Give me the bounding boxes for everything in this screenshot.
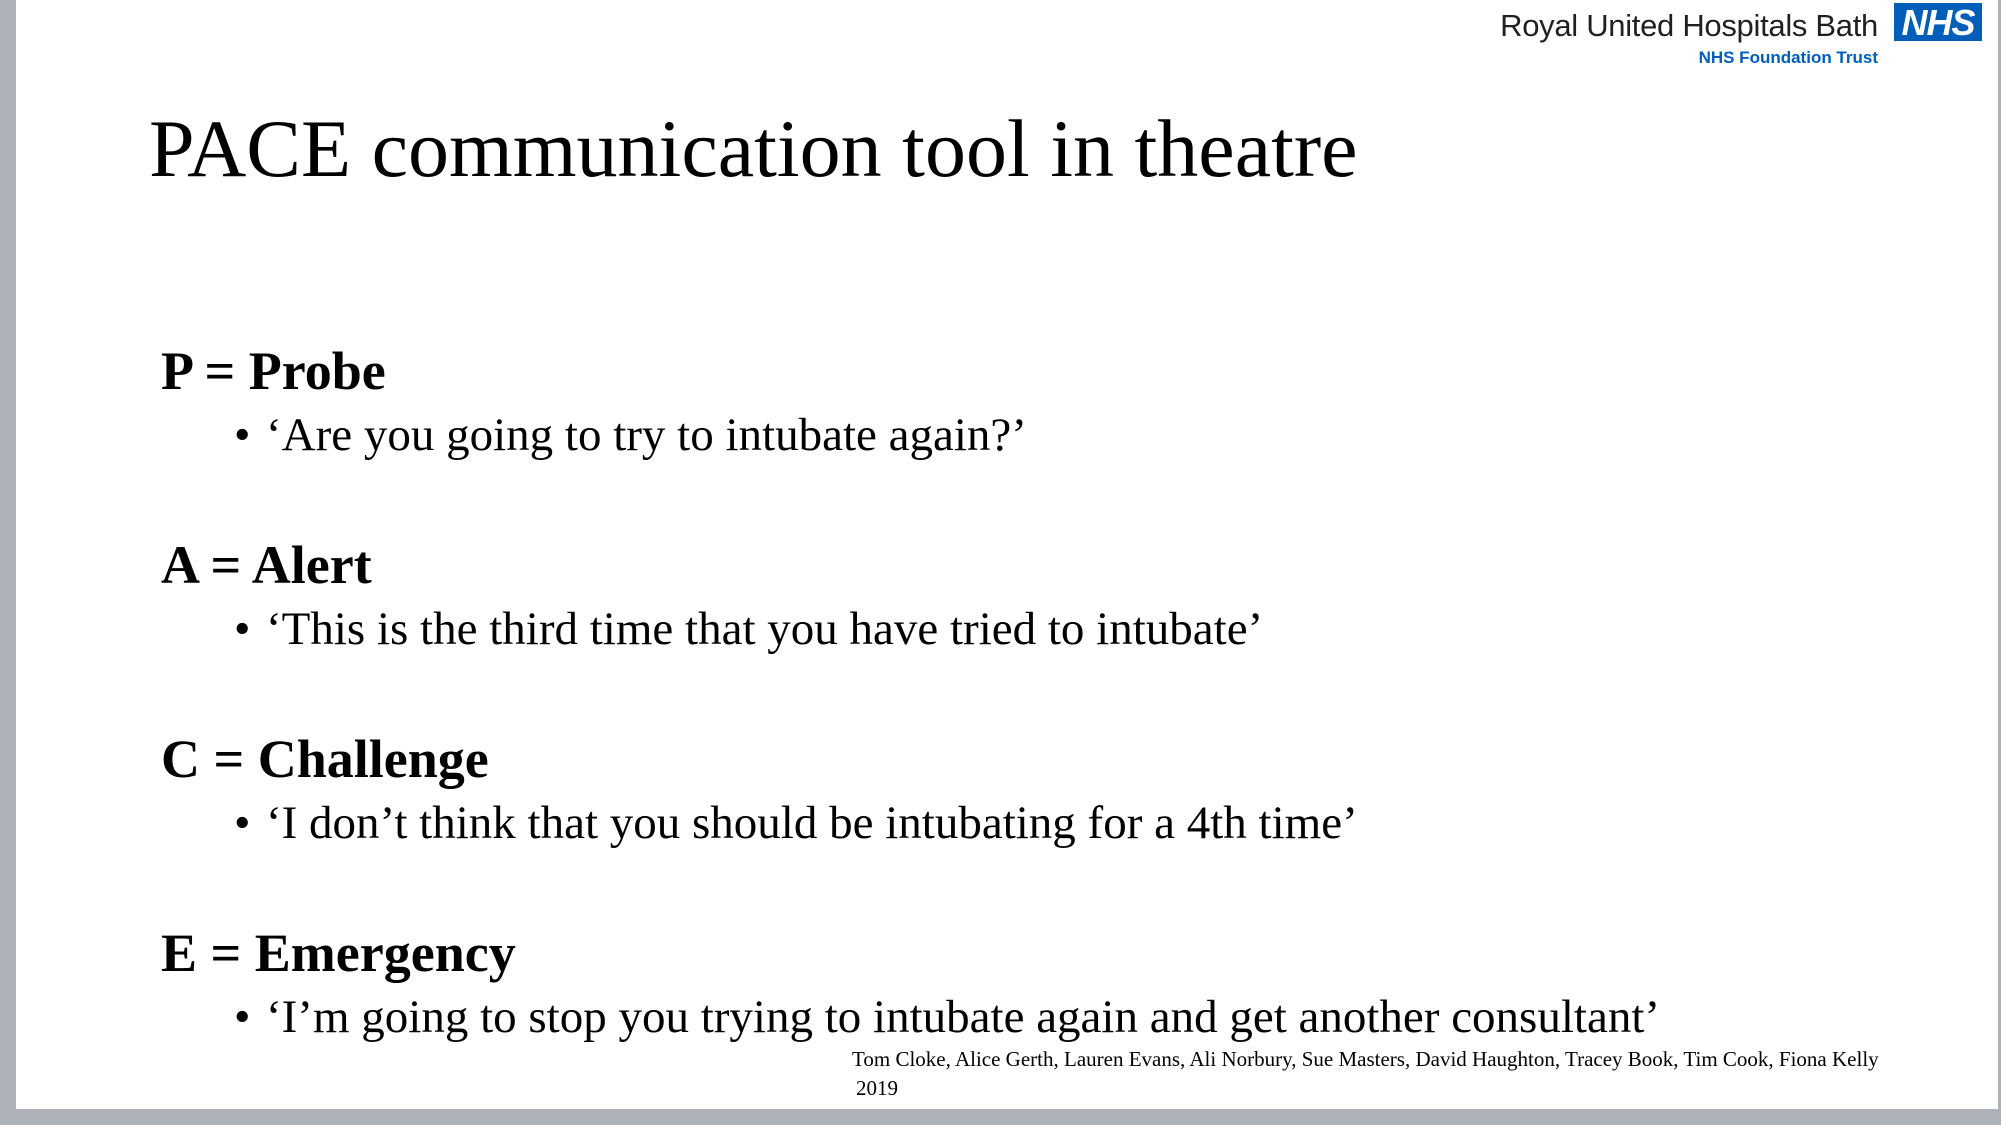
item-bullet-alert [234, 603, 1264, 655]
nhs-logo [1894, 3, 1982, 41]
credit-year: 2019 [856, 1076, 898, 1100]
bullet-icon: • [234, 409, 251, 461]
item-bullet-emergency [234, 991, 1661, 1043]
bullet-text: ‘This is the third time that you have tried to intubate’ [266, 603, 1264, 655]
credit-authors: Tom Cloke, Alice Gerth, Lauren Evans, Ali Norbury, Sue Masters, David Haughton, Tracey Book, Tim Cook, Fiona Kelly [852, 1047, 1879, 1071]
slide [16, 0, 1998, 1109]
bullet-text: ‘Are you going to try to intubate again?’ [266, 409, 1027, 461]
item-heading-challenge: C = Challenge [161, 729, 489, 789]
logo-trust-name: NHS Foundation Trust [1698, 48, 1878, 67]
credits [852, 1045, 1879, 1103]
bullet-icon: • [234, 797, 251, 849]
logo-organisation-name: Royal United Hospitals Bath [1500, 8, 1878, 43]
nhs-logo-text: NHS [1901, 2, 1975, 43]
bullet-text: ‘I’m going to stop you trying to intubate again and get another consultant’ [266, 991, 1661, 1043]
bullet-icon: • [234, 603, 251, 655]
item-heading-probe: P = Probe [161, 341, 386, 401]
item-heading-alert: A = Alert [161, 535, 372, 595]
slide-title: PACE communication tool in theatre [149, 103, 1358, 194]
item-bullet-challenge [234, 797, 1358, 849]
bullet-text: ‘I don’t think that you should be intubating for a 4th time’ [266, 797, 1358, 849]
item-bullet-probe [234, 409, 1027, 461]
bullet-icon: • [234, 991, 251, 1043]
item-heading-emergency: E = Emergency [161, 923, 516, 983]
